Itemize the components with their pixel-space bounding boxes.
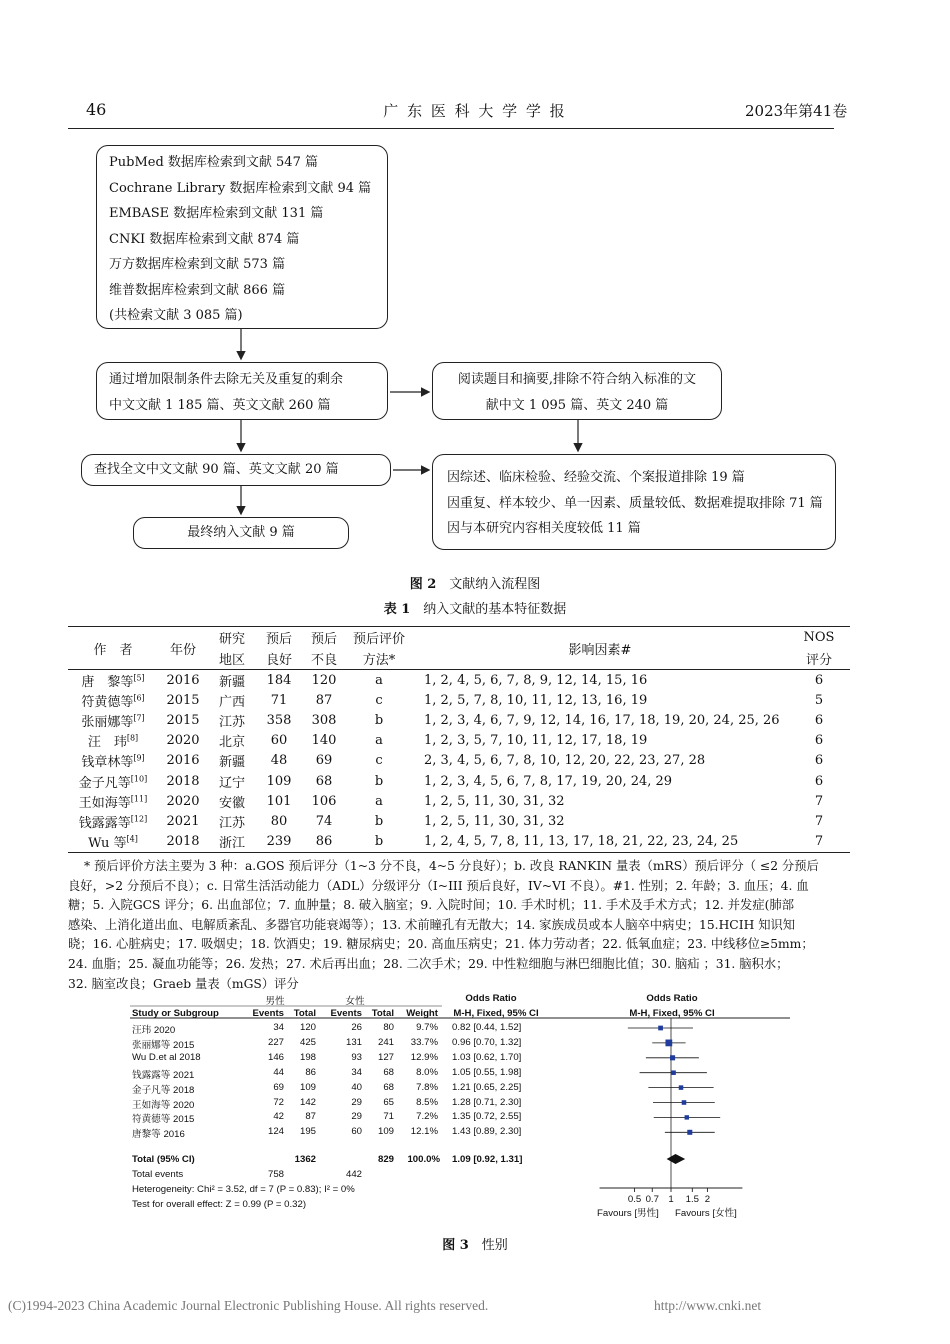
caption-text: 文献纳入流程图 (449, 577, 541, 592)
effect-square (671, 1070, 676, 1075)
note-line: 32. 脑室改良；Graeb 量表（mGS）评分 (68, 976, 299, 991)
forest-study-name: 符黄德等 2015 (132, 1114, 195, 1126)
cell-nos: 6 (814, 733, 824, 749)
effect-square (687, 1130, 692, 1135)
cell-nos: 7 (814, 834, 824, 850)
cell-nos: 6 (814, 672, 824, 688)
caption-label: 表 1 (383, 602, 411, 617)
forest-ci-text: 1.28 [0.71, 2.30] (452, 1096, 522, 1108)
th-nos: 评分 (805, 653, 832, 668)
cell-factors: 1, 2, 4, 5, 7, 8, 11, 13, 17, 18, 21, 22, 23, 24, 25 (424, 834, 739, 850)
axis-tick-label: 2 (704, 1194, 711, 1205)
note-line: 良好，>2 分预后不良）；c. 日常生活活动能力（ADL）分级评分（I~III 预后良好，IV~VI 不良）。#1. 性别；2. 年龄；3. 血压；4. 血 (68, 878, 809, 893)
axis-tick-label: 1.5 (685, 1194, 699, 1205)
group1-label: 男性 (265, 996, 285, 1007)
forest-events-1: 42 (273, 1111, 284, 1123)
author-name: 符黄德等 (81, 694, 134, 710)
cell-nos: 7 (814, 813, 824, 829)
cell-year: 2018 (166, 773, 200, 789)
total-t2: 829 (377, 1154, 394, 1165)
cell-factors: 1, 2, 5, 11, 30, 31, 32 (424, 793, 565, 809)
col-events1: Events (252, 1008, 284, 1019)
reference: [4] (126, 834, 138, 844)
search-line: 万方数据库检索到文献 573 篇 (109, 257, 286, 272)
forest-study-name: 金子凡等 2018 (132, 1084, 195, 1096)
cell-good: 358 (266, 712, 292, 728)
forest-events-2: 26 (351, 1022, 362, 1033)
th-good: 预后 (265, 632, 292, 647)
th-factors: 影响因素# (568, 642, 632, 658)
th-bad: 不良 (310, 653, 337, 668)
exclude-line: 因综述、临床检验、经验交流、个案报道排除 19 篇 (447, 470, 745, 485)
search-line: EMBASE 数据库检索到文献 131 篇 (109, 206, 324, 221)
cell-factors: 1, 2, 3, 4, 5, 6, 7, 8, 17, 19, 20, 24, 29 (424, 773, 673, 789)
reference: [10] (130, 774, 148, 784)
cell-year: 2020 (166, 793, 200, 809)
heterogeneity: Heterogeneity: Chi² = 3.52, df = 7 (P = 0.83); I² = 0% (132, 1184, 355, 1195)
forest-total-1: 142 (299, 1096, 316, 1108)
forest-study-name: 张丽娜等 2015 (132, 1039, 195, 1051)
final-text: 最终纳入文献 9 篇 (187, 525, 295, 540)
col-events2: Events (330, 1008, 362, 1019)
caption-label: 图 3 (442, 1238, 469, 1253)
cell-bad: 120 (311, 672, 337, 688)
cell-bad: 74 (315, 813, 333, 829)
exclude-line: 因重复、样本较少、单一因素、质量较低、数据难提取排除 71 篇 (447, 495, 823, 511)
reference: [8] (126, 733, 139, 743)
cell-good: 239 (266, 834, 292, 850)
forest-total-2: 80 (383, 1022, 394, 1033)
search-line: CNKI 数据库检索到文献 874 篇 (109, 231, 300, 247)
cell-bad: 308 (311, 712, 337, 728)
cell-good: 60 (270, 733, 288, 749)
screen-line: 献中文 1 095 篇、英文 240 篇 (485, 397, 669, 413)
cell-nos: 6 (814, 773, 824, 789)
cell-factors: 1, 2, 5, 11, 30, 31, 32 (424, 813, 565, 829)
total-events-label: Total events (132, 1169, 184, 1180)
forest-total-2: 109 (377, 1126, 394, 1138)
cell-year: 2015 (166, 692, 200, 708)
forest-ci-text: 1.05 [0.55, 1.98] (452, 1066, 522, 1078)
th-nos: NOS (803, 630, 835, 645)
forest-weight: 33.7% (410, 1036, 438, 1048)
note-line: 晓；16. 心脏病史；17. 吸烟史；18. 饮酒史；19. 糖尿病史；20. 高血压病史；21. 体力劳动者；22. 低氧血症；23. 中线移位≥5mm； (68, 937, 814, 952)
cell-year: 2018 (166, 834, 200, 850)
forest-events-1: 124 (267, 1126, 284, 1138)
forest-weight: 7.8% (416, 1081, 438, 1093)
author-name: 王如海等 (78, 795, 131, 811)
cell-region: 浙江 (218, 836, 245, 852)
or-header-right: Odds Ratio (646, 993, 698, 1004)
forest-total-1: 198 (299, 1051, 316, 1063)
th-author: 作 者 (93, 642, 133, 658)
cell-region: 安徽 (218, 795, 245, 811)
cell-region: 北京 (218, 735, 245, 751)
total-ci: 1.09 [0.92, 1.31] (452, 1154, 523, 1165)
author-name: 唐 黎等 (81, 674, 134, 690)
forest-total-2: 68 (383, 1081, 394, 1093)
forest-events-2: 29 (351, 1096, 362, 1108)
cell-nos: 6 (814, 753, 824, 769)
forest-weight: 8.0% (416, 1066, 438, 1078)
cell-bad: 106 (311, 793, 337, 809)
forest-events-1: 34 (273, 1022, 284, 1033)
forest-weight: 12.9% (410, 1051, 438, 1063)
reference: [7] (133, 713, 145, 723)
total-label: Total (95% CI) (132, 1154, 195, 1165)
cell-factors: 1, 2, 3, 4, 6, 7, 9, 12, 14, 16, 17, 18, 19, 20, 24, 25, 26 (424, 712, 780, 728)
reference: [9] (133, 754, 145, 764)
total-events-2: 442 (345, 1169, 362, 1180)
axis-tick-label: 0.7 (645, 1194, 659, 1205)
or-header-left: Odds Ratio (465, 993, 517, 1004)
forest-total-1: 109 (299, 1081, 316, 1093)
effect-square (685, 1115, 689, 1119)
cell-region: 江苏 (218, 815, 245, 831)
search-line: 维普数据库检索到文献 866 篇 (109, 282, 286, 298)
search-line: (共检索文献 3 085 篇) (109, 308, 243, 323)
search-line: Cochrane Library 数据库检索到文献 94 篇 (109, 180, 372, 196)
effect-square (682, 1100, 687, 1105)
effect-square (679, 1085, 683, 1089)
cell-bad: 140 (311, 733, 337, 749)
col-total1: Total (293, 1008, 316, 1019)
cell-year: 2015 (166, 712, 200, 728)
cell-region: 辽宁 (218, 775, 245, 791)
cell-nos: 6 (814, 712, 824, 728)
page-number: 46 (86, 100, 107, 119)
forest-weight: 12.1% (410, 1126, 438, 1138)
forest-total-2: 127 (377, 1051, 394, 1063)
cell-method: a (375, 793, 383, 809)
effect-square (658, 1026, 663, 1031)
cell-factors: 1, 2, 3, 5, 7, 10, 11, 12, 17, 18, 19 (424, 733, 648, 749)
reference: [11] (130, 794, 148, 804)
cell-method: c (375, 753, 383, 769)
cell-factors: 1, 2, 4, 5, 6, 7, 8, 9, 12, 14, 15, 16 (424, 672, 648, 688)
cell-year: 2016 (166, 753, 200, 769)
forest-total-2: 68 (383, 1066, 394, 1078)
th-region: 地区 (218, 653, 245, 668)
cell-good: 80 (270, 813, 288, 829)
cell-year: 2016 (166, 672, 200, 688)
caption-label: 图 2 (409, 577, 437, 592)
cell-good: 109 (266, 773, 292, 789)
reference: [6] (133, 693, 145, 703)
forest-events-2: 40 (351, 1081, 362, 1093)
effect-square (665, 1040, 672, 1047)
forest-ci-text: 1.43 [0.89, 2.30] (452, 1126, 522, 1138)
col-total2: Total (371, 1008, 394, 1019)
author-name: 张丽娜等 (81, 714, 134, 730)
cell-good: 101 (266, 793, 292, 809)
forest-study-name: 汪玮 2020 (132, 1025, 176, 1036)
cell-method: b (374, 813, 384, 829)
forest-total-1: 87 (305, 1111, 316, 1123)
screen-line: 阅读题目和摘要,排除不符合纳入标准的文 (457, 372, 697, 387)
forest-weight: 9.7% (416, 1022, 438, 1033)
forest-events-1: 72 (273, 1096, 284, 1108)
cell-method: a (375, 733, 383, 749)
th-region: 研究 (218, 632, 245, 647)
copyright: (C)1994-2023 China Academic Journal Electronic Publishing House. All rights reserved. (8, 1298, 489, 1313)
forest-study-name: Wu D.et al 2018 (132, 1051, 201, 1063)
cell-bad: 86 (315, 834, 333, 850)
forest-weight: 7.2% (416, 1111, 438, 1123)
axis-tick-label: 0.5 (627, 1194, 642, 1205)
forest-events-1: 227 (267, 1036, 284, 1048)
forest-events-1: 69 (273, 1081, 284, 1093)
total-t1: 1362 (294, 1154, 316, 1165)
favours-right: Favours [女性] (675, 1208, 737, 1219)
cell-region: 新疆 (218, 674, 245, 690)
forest-total-2: 65 (383, 1096, 394, 1108)
note-line: 糖；5. 入院GCS 评分；6. 出血部位；7. 血肿量；8. 破入脑室；9. 入院时间；10. 手术时机；11. 手术及手术方式；12. 并发症(肺部 (68, 898, 795, 913)
cell-year: 2020 (166, 733, 200, 749)
cell-good: 184 (266, 672, 292, 688)
cell-method: c (375, 692, 383, 708)
total-diamond (667, 1154, 686, 1164)
figure3-caption (0, 1234, 950, 1253)
cell-bad: 87 (315, 692, 333, 708)
forest-total-1: 425 (299, 1036, 316, 1048)
caption-text: 纳入文献的基本特征数据 (423, 602, 567, 617)
forest-total-2: 71 (383, 1111, 394, 1123)
journal-title: 广 东 医 科 大 学 学 报 (383, 102, 567, 120)
forest-weight: 8.5% (416, 1096, 438, 1108)
forest-total-1: 195 (299, 1126, 316, 1138)
total-weight: 100.0% (407, 1154, 440, 1165)
cell-nos: 7 (814, 793, 824, 809)
col-weight: Weight (406, 1008, 438, 1019)
cell-bad: 68 (315, 773, 333, 789)
cell-region: 广西 (218, 694, 245, 710)
forest-ci-text: 0.82 [0.44, 1.52] (452, 1022, 522, 1033)
th-year: 年份 (169, 642, 196, 658)
cell-method: b (374, 712, 384, 728)
cell-factors: 2, 3, 4, 5, 6, 7, 8, 10, 12, 20, 22, 23, 27, 28 (424, 753, 706, 769)
footer-url: http://www.cnki.net (654, 1298, 762, 1313)
col-ci-right: M-H, Fixed, 95% CI (629, 1008, 715, 1019)
forest-ci-text: 0.96 [0.70, 1.32] (452, 1036, 522, 1048)
cell-method: a (375, 672, 383, 688)
th-method: 方法* (362, 653, 396, 668)
cell-year: 2021 (166, 813, 200, 829)
reference: [12] (130, 814, 148, 824)
group2-label: 女性 (345, 996, 365, 1007)
forest-total-2: 241 (377, 1036, 394, 1048)
th-bad: 预后 (310, 632, 337, 647)
cell-region: 新疆 (218, 755, 245, 771)
forest-study-name: 唐黎等 2016 (132, 1129, 185, 1141)
note-line: 24. 血脂；25. 凝血功能等；26. 发热；27. 术后再出血；28. 二次手术；29. 中性粒细胞与淋巴细胞比值；30. 脑疝 ；31. 脑积水； (68, 956, 789, 971)
overall-effect: Test for overall effect: Z = 0.99 (P = 0.32) (132, 1199, 307, 1210)
cell-good: 48 (270, 753, 288, 769)
author-name: 钱章林等 (81, 755, 134, 771)
cell-nos: 5 (814, 692, 824, 708)
forest-ci-text: 1.03 [0.62, 1.70] (452, 1051, 522, 1063)
author-name: 汪 玮 (87, 735, 127, 751)
effect-square (670, 1055, 675, 1060)
volume-label: 2023年第41卷 (745, 102, 848, 120)
forest-events-1: 44 (273, 1066, 284, 1078)
cell-good: 71 (270, 692, 288, 708)
forest-events-2: 34 (351, 1066, 362, 1078)
dedup-line: 通过增加限制条件去除无关及重复的剩余 (109, 372, 344, 387)
axis-tick-label: 1 (668, 1194, 674, 1205)
forest-events-1: 146 (267, 1051, 284, 1063)
forest-events-2: 93 (351, 1051, 362, 1063)
forest-total-1: 120 (299, 1022, 316, 1033)
forest-total-1: 86 (305, 1066, 316, 1078)
reference: [5] (133, 673, 145, 683)
forest-ci-text: 1.35 [0.72, 2.55] (452, 1111, 522, 1123)
forest-events-2: 29 (351, 1111, 362, 1123)
cell-factors: 1, 2, 5, 7, 8, 10, 11, 12, 13, 16, 19 (424, 692, 648, 708)
fulltext-text: 查找全文中文文献 90 篇、英文文献 20 篇 (94, 462, 339, 477)
author-name: Wu 等 (88, 836, 127, 852)
search-line: PubMed 数据库检索到文献 547 篇 (109, 155, 318, 170)
cell-region: 江苏 (218, 714, 245, 730)
forest-study-name: 钱露露等 2021 (132, 1069, 195, 1081)
cell-bad: 69 (315, 753, 333, 769)
forest-study-name: 王如海等 2020 (132, 1099, 195, 1111)
th-method: 预后评价 (352, 632, 405, 647)
forest-ci-text: 1.21 [0.65, 2.25] (452, 1081, 522, 1093)
th-good: 良好 (265, 653, 292, 668)
forest-events-2: 60 (351, 1126, 362, 1138)
exclude-line: 因与本研究内容相关度较低 11 篇 (447, 521, 641, 536)
author-name: 金子凡等 (78, 775, 131, 791)
favours-left: Favours [男性] (597, 1208, 659, 1219)
forest-events-2: 131 (345, 1036, 362, 1048)
cell-method: b (374, 773, 384, 789)
col-study: Study or Subgroup (132, 1008, 219, 1019)
note-line: * 预后评价方法主要为 3 种：a.GOS 预后评分（1~3 分不良，4~5 分良好）；b. 改良 RANKIN 量表（mRS）预后评分（ ≤2 分预后 (84, 859, 819, 873)
author-name: 钱露露等 (78, 815, 131, 831)
total-events-1: 758 (267, 1169, 284, 1180)
dedup-line: 中文文献 1 185 篇、英文文献 260 篇 (109, 397, 331, 413)
note-line: 感染、上消化道出血、电解质紊乱、多器官功能衰竭等）；13. 术前瞳孔有无散大；14. 家族成员或本人脑卒中病史；15.HCIH 知识知 (68, 917, 796, 932)
cell-method: b (374, 834, 384, 850)
col-ci-left: M-H, Fixed, 95% CI (453, 1008, 539, 1019)
caption-text: 性别 (481, 1238, 508, 1253)
